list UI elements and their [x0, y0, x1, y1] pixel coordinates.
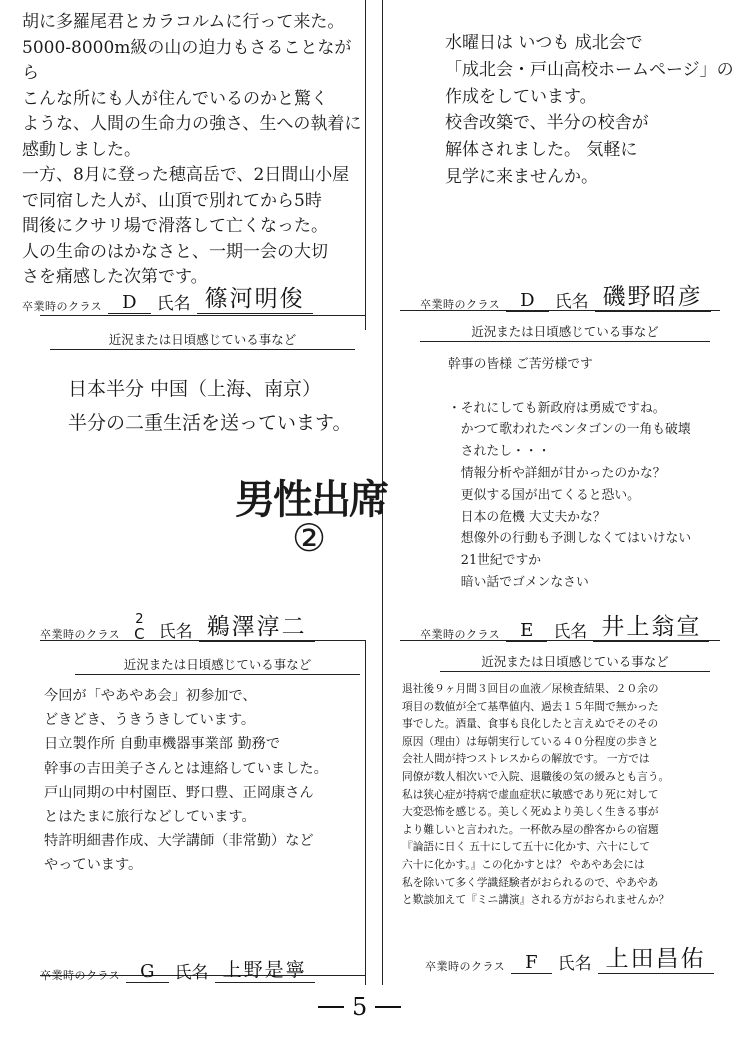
class-value: D [506, 290, 548, 312]
name-label: 氏名 [174, 963, 209, 983]
mid-right-name-row [420, 608, 709, 642]
bottom-left-body: 今回が「やあやあ会」初参加で、 どきどき、うきうきしています。 日立製作所 自動車機器事業部 勤務で 幹事の吉田美子さんとは連絡していました。 戸山同期の中村園臣、野口豊、正岡康さん とはたまに旅行などしています。 特許明細書作成、大学講師（非常勤）など やっています。 [44, 688, 328, 874]
class-label: 卒業時のクラス [420, 628, 501, 641]
class-value-bottom: C [134, 625, 145, 643]
class-label: 卒業時のクラス [425, 960, 506, 973]
section-header-bottom-right: 近況または日頃感じている事など [440, 652, 710, 672]
bottom-left-name-row [40, 955, 315, 983]
attendance-stamp-title: 男性出席 [235, 476, 387, 523]
name-label: 氏名 [156, 294, 191, 314]
page-number-value: 5 [352, 993, 368, 1021]
top-left-name-row [22, 280, 313, 314]
mid-left-body: 日本半分 中国（上海、南京） 半分の二重生活を送っています。 [68, 378, 352, 434]
name-label: 氏名 [553, 622, 588, 642]
class-value: G [126, 961, 168, 983]
bottom-right-body: 退社後９ヶ月間３回目の血液／尿検査結果、２０余の 項目の数値が全て基準値内、過去１５年間で無かった 事でした。酒量、食事も良化したと言えぬでそのその 原因（理由）は毎朝実行している４０分程度の歩きと 会社人間が持つストレスからの解放です。 一方では 同僚が数人相次いで入院、退職後の気の緩みとも言う。 私は狭心症が持病で虚血症状に敏感であり死に対して 大変恐怖を感じる。美しく死ぬより美しく生きる事が より難しいと言われた。一杯飲み屋の酔客からの宿題 『論語に日く 五十にして五十に化かす、六十にして 六十に化かす。』この化かすとは？ やあやあ会には 私を除いて多く学識経験者がおられるので、やあやあ と歎談加えて『ミニ講演』される方がおられませんか？ [402, 683, 670, 907]
name-value: 上田昌佑 [598, 940, 714, 974]
rule-top-left [40, 315, 365, 316]
top-right-body: 水曜日は いつも 成北会で 「成北会・戸山高校ホームページ」の 作成をしています。 校舎改築で、半分の校舎が 解体されました。 気軽に 見学に来ませんか。 [445, 33, 734, 187]
section-header-mid-left: 近況または日頃感じている事など [50, 330, 355, 350]
class-value: E [506, 620, 547, 642]
page-dash-right [375, 1006, 401, 1008]
name-value: 上野是寧 [215, 955, 315, 983]
class-label: 卒業時のクラス [40, 628, 121, 641]
class-value-top: 2 [135, 612, 144, 627]
name-value: 磯野昭彦 [595, 278, 711, 312]
class-label: 卒業時のクラス [22, 300, 103, 313]
divider-left-top [365, 0, 366, 330]
mid-right-body: 幹事の皆様 ご苦労様です ・それにしても新政府は勇威ですね。 かつて歌われたペンタゴンの一角も破壊 されたし・・・ 情報分析や詳細が甘かったのかな？ 更似する国が出てくると恐い。 日本の危機 大丈夫かな？ 想像外の行動も予測しなくてはいけない 21世紀ですか 暗い話でゴメンなさい [448, 357, 692, 590]
class-value: F [511, 952, 552, 974]
name-value: 篠河明俊 [197, 280, 313, 314]
page-dash-left [318, 1006, 344, 1008]
class-value: D [108, 292, 150, 314]
name-label: 氏名 [158, 622, 193, 642]
class-label: 卒業時のクラス [420, 298, 501, 311]
page-number [318, 993, 438, 1021]
section-header-mid-right: 近況または日頃感じている事など [420, 322, 710, 342]
top-left-body: 胡に多羅尾君とカラコルムに行って来た。 5000-8000m級の山の迫力もさることながら こんな所にも人が住んでいるのかと驚く ような、人間の生命力の強さ、生への執着に 感動しました。 一方、8月に登った穂高岳で、2日間山小屋 で同宿した人が、山頂で別れてから5時 間後にクサリ場で滑落して亡くなった。 人の生命のはかなさと、一期一会の大切 さを痛感した次第です。 [22, 12, 362, 287]
class-label: 卒業時のクラス [40, 969, 121, 982]
attendance-stamp-number: ② [292, 516, 327, 560]
bottom-left-top-name-row [40, 608, 315, 642]
name-value: 鵜澤淳二 [199, 608, 315, 642]
name-label: 氏名 [557, 954, 592, 974]
bottom-right-name-row [425, 940, 714, 974]
name-label: 氏名 [554, 292, 589, 312]
top-right-name-row [420, 278, 711, 312]
section-header-bottom-left: 近況または日頃感じている事など [75, 655, 360, 675]
divider-left-bottom [365, 640, 366, 985]
name-value: 井上翁宣 [593, 608, 709, 642]
